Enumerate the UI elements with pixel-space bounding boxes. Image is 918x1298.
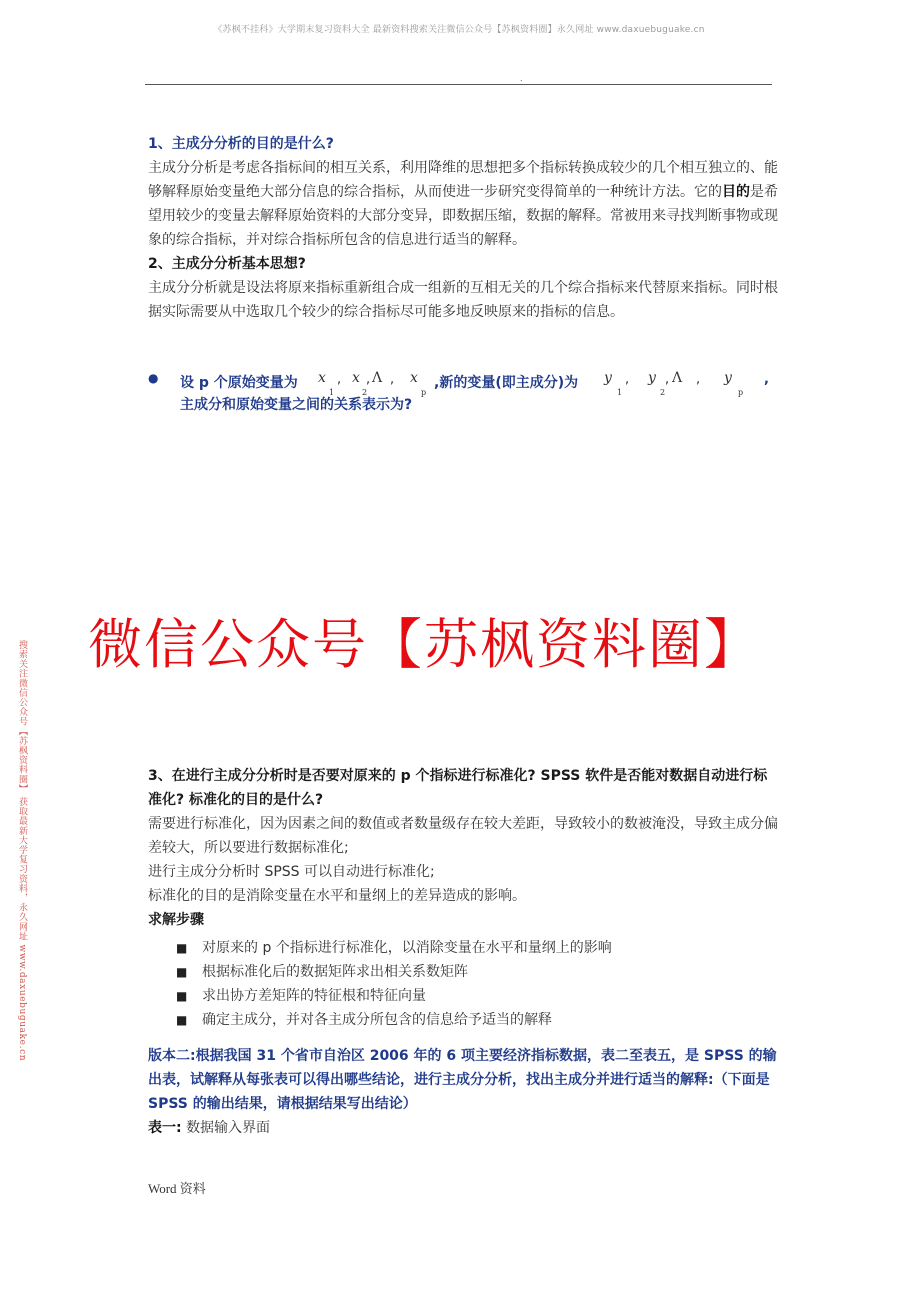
bullet-text-3: 主成分和原始变量之间的关系表示为? [180, 397, 413, 413]
header-dot: . [520, 74, 523, 83]
side-note: 搜索关注微信公众号【苏枫资料圈】 获取最新大学复习资料，永久网址 www.daxuebuguake.cn [17, 640, 27, 1062]
table-1-caption [148, 1116, 778, 1140]
math-sep-2: , [366, 372, 371, 387]
math-sep-6: , [696, 372, 701, 387]
math-y2: y [648, 370, 656, 386]
bullet-text-2: ,新的变量(即主成分)为 [434, 375, 579, 391]
table-1-desc: 数据输入界面 [186, 1120, 271, 1136]
table-1-label: 表一: [148, 1120, 182, 1136]
footer-text: Word 资料 [148, 1181, 206, 1196]
watermark-banner: 微信公众号【苏枫资料圈】 [88, 613, 760, 676]
math-y1: y [604, 370, 612, 386]
bullet-dot-icon: ● [148, 371, 159, 385]
bullet-item [148, 368, 788, 418]
math-y2-sub: 2 [660, 388, 666, 397]
math-x1-sub: 1 [329, 388, 335, 397]
math-lambda-2: Λ [672, 370, 683, 386]
math-sep-3: , [390, 372, 395, 387]
steps-title: 求解步骤 [148, 912, 204, 928]
bullet-trailing-comma: , [764, 372, 769, 387]
answer-3-line-2: 进行主成分分析时 SPSS 可以自动进行标准化; [148, 864, 435, 880]
square-bullet-icon: ■ [176, 989, 188, 1003]
answer-1-part-b: 是希望用较少的变量去解释原始资料的大部分变异，即数据压缩，数据的解释。常被用来寻找判断事物或现象的综合指标，并对综合指标所包含的信息进行适当的解释。 [148, 184, 778, 248]
answer-1-bold: 目的 [722, 184, 750, 200]
question-3: 3、在进行主成分分析时是否要对原来的 p 个指标进行标准化? SPSS 软件是否能对数据自动进行标准化? 标准化的目的是什么? [148, 768, 768, 808]
math-lambda-1: Λ [372, 370, 383, 386]
math-sep-5: , [665, 372, 670, 387]
list-item [148, 936, 778, 960]
step-text: 对原来的 p 个指标进行标准化，以消除变量在水平和量纲上的影响 [202, 940, 612, 956]
answer-1-part-a: 主成分分析是考虑各指标间的相互关系，利用降维的思想把多个指标转换成较少的几个相互独立的、能够解释原始变量绝大部分信息的综合指标，从而使进一步研究变得简单的一种统计方法。它的 [148, 160, 778, 200]
answer-3-line-3: 标准化的目的是消除变量在水平和量纲上的差异造成的影响。 [148, 888, 526, 904]
question-2: 2、主成分分析基本思想? [148, 256, 306, 272]
square-bullet-icon: ■ [176, 1013, 188, 1027]
square-bullet-icon: ■ [176, 941, 188, 955]
question-1: 1、主成分分析的目的是什么? [148, 136, 334, 152]
answer-1 [148, 156, 778, 252]
section-3 [148, 764, 778, 1140]
list-item [148, 1008, 778, 1032]
step-text: 确定主成分，并对各主成分所包含的信息给予适当的解释 [202, 1012, 552, 1028]
answer-3-line-1: 需要进行标准化，因为因素之间的数值或者数量级存在较大差距，导致较小的数被淹没，导致主成分偏差较大，所以要进行数据标准化; [148, 816, 778, 856]
math-yp-sub: p [738, 388, 744, 397]
steps-list [148, 936, 778, 1032]
math-x1: x [318, 370, 326, 386]
math-yp: y [724, 370, 732, 386]
math-x2: x [352, 370, 360, 386]
math-y1-sub: 1 [617, 388, 623, 397]
step-text: 根据标准化后的数据矩阵求出相关系数矩阵 [202, 964, 468, 980]
math-x2-sub: 2 [362, 388, 368, 397]
section-1 [148, 132, 778, 324]
math-xp: x [410, 370, 418, 386]
version-2-text: 版本二:根据我国 31 个省市自治区 2006 年的 6 项主要经济指标数据，表二至表五，是 SPSS 的输出表，试解释从每张表可以得出哪些结论，进行主成分分析，找出主成分并进行适当的解释:（下面是 SPSS 的输出结果，请根据结果写出结论） [148, 1048, 777, 1112]
step-text: 求出协方差矩阵的特征根和特征向量 [202, 988, 426, 1004]
bullet-text-1: 设 p 个原始变量为 [180, 375, 298, 391]
square-bullet-icon: ■ [176, 965, 188, 979]
list-item [148, 984, 778, 1008]
list-item [148, 960, 778, 984]
math-sep-4: , [625, 372, 630, 387]
math-sep-1: , [337, 372, 342, 387]
math-xp-sub: p [421, 388, 427, 397]
header-rule [145, 84, 772, 85]
answer-2: 主成分分析就是设法将原来指标重新组合成一组新的互相无关的几个综合指标来代替原来指标。同时根据实际需要从中选取几个较少的综合指标尽可能多地反映原来的指标的信息。 [148, 280, 778, 320]
header-note: 《苏枫不挂科》大学期末复习资料大全 最新资料搜索关注微信公众号【苏枫资料圈】永久网址 www.daxuebuguake.cn [213, 25, 705, 35]
